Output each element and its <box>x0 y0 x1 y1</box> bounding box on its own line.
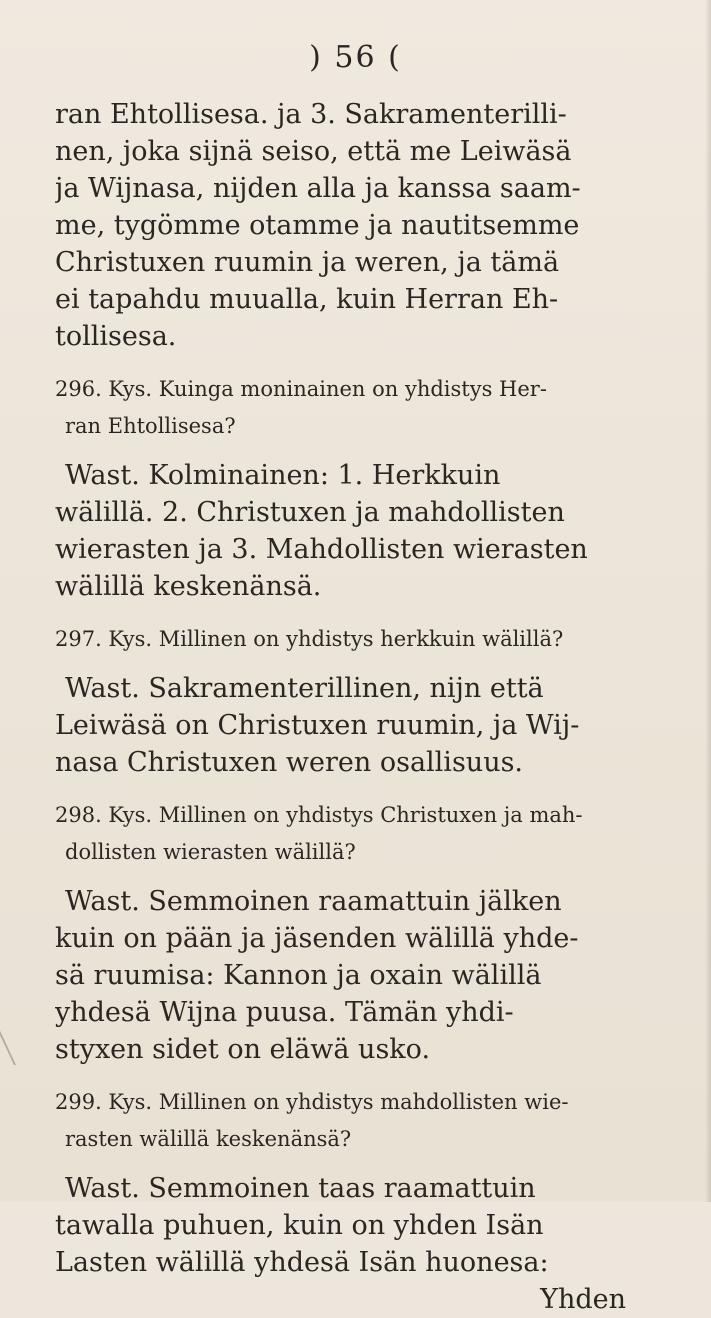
question-line: 297. Kys. Millinen on yhdistys herkkuin wälillä? <box>55 627 564 651</box>
answer-line: Wast. Sakramenterillinen, nijn että <box>65 673 544 704</box>
page-edge-shadow <box>705 0 711 1202</box>
answer-line: kuin on pään ja jäsenden wälillä yhde- <box>55 923 579 954</box>
question-line: 299. Kys. Millinen on yhdistys mahdollisten wie- <box>55 1090 569 1114</box>
question-297 <box>55 621 630 658</box>
answer-line: nasa Christuxen weren osallisuus. <box>55 747 524 778</box>
answer-line: yhdesä Wijna puusa. Tämän yhdi- <box>55 997 514 1028</box>
text-line: me, tygömme otamme ja nautitsemme <box>55 210 580 241</box>
answer-line: Wast. Semmoinen taas raamattuin <box>65 1173 536 1204</box>
answer-line: tawalla puhuen, kuin on yhden Isän <box>55 1210 544 1241</box>
answer-line: wierasten ja 3. Mahdollisten wierasten <box>55 534 588 565</box>
answer-line: Wast. Semmoinen raamattuin jälken <box>65 886 562 917</box>
question-299 <box>55 1084 630 1158</box>
text-line: ei tapahdu muualla, kuin Herran Eh- <box>55 284 559 315</box>
intro-paragraph <box>55 96 630 355</box>
text-line: nen, joka sijnä seiso, että me Leiwäsä <box>55 136 572 167</box>
answer-297 <box>55 670 630 781</box>
text-line: ran Ehtollisesa. ja 3. Sakramenterilli- <box>55 99 567 130</box>
page-text <box>55 96 630 1318</box>
answer-line: wälillä keskenänsä. <box>55 571 322 602</box>
question-line: 296. Kys. Kuinga moninainen on yhdistys Her- <box>55 377 547 401</box>
answer-line: sä ruumisa: Kannon ja oxain wälillä <box>55 960 542 991</box>
text-line: ja Wijnasa, nijden alla ja kanssa saam- <box>55 173 581 204</box>
pencil-mark <box>0 1005 46 1065</box>
answer-line: styxen sidet on eläwä usko. <box>55 1034 431 1065</box>
question-line: 298. Kys. Millinen on yhdistys Christuxen ja mah- <box>55 803 583 827</box>
answer-299 <box>55 1170 630 1318</box>
answer-line: Lasten wälillä yhdesä Isän huonesa: <box>55 1247 549 1278</box>
text-line: tollisesa. <box>55 321 177 352</box>
answer-296 <box>55 457 630 605</box>
text-line: Christuxen ruumin ja weren, ja tämä <box>55 247 560 278</box>
answer-line: wälillä. 2. Christuxen ja mahdollisten <box>55 497 565 528</box>
answer-line: Leiwäsä on Christuxen ruumin, ja Wij- <box>55 710 580 741</box>
question-298 <box>55 797 630 871</box>
page-number-header: ) 56 ( <box>309 40 402 75</box>
question-line: dollisten wierasten wälillä? <box>65 840 356 864</box>
question-line: rasten wälillä keskenänsä? <box>65 1127 352 1151</box>
question-296 <box>55 371 630 445</box>
answer-298 <box>55 883 630 1068</box>
question-line: ran Ehtollisesa? <box>65 414 236 438</box>
answer-line: Wast. Kolminainen: 1. Herkkuin <box>65 460 501 491</box>
catchword: Yhden <box>540 1284 626 1315</box>
